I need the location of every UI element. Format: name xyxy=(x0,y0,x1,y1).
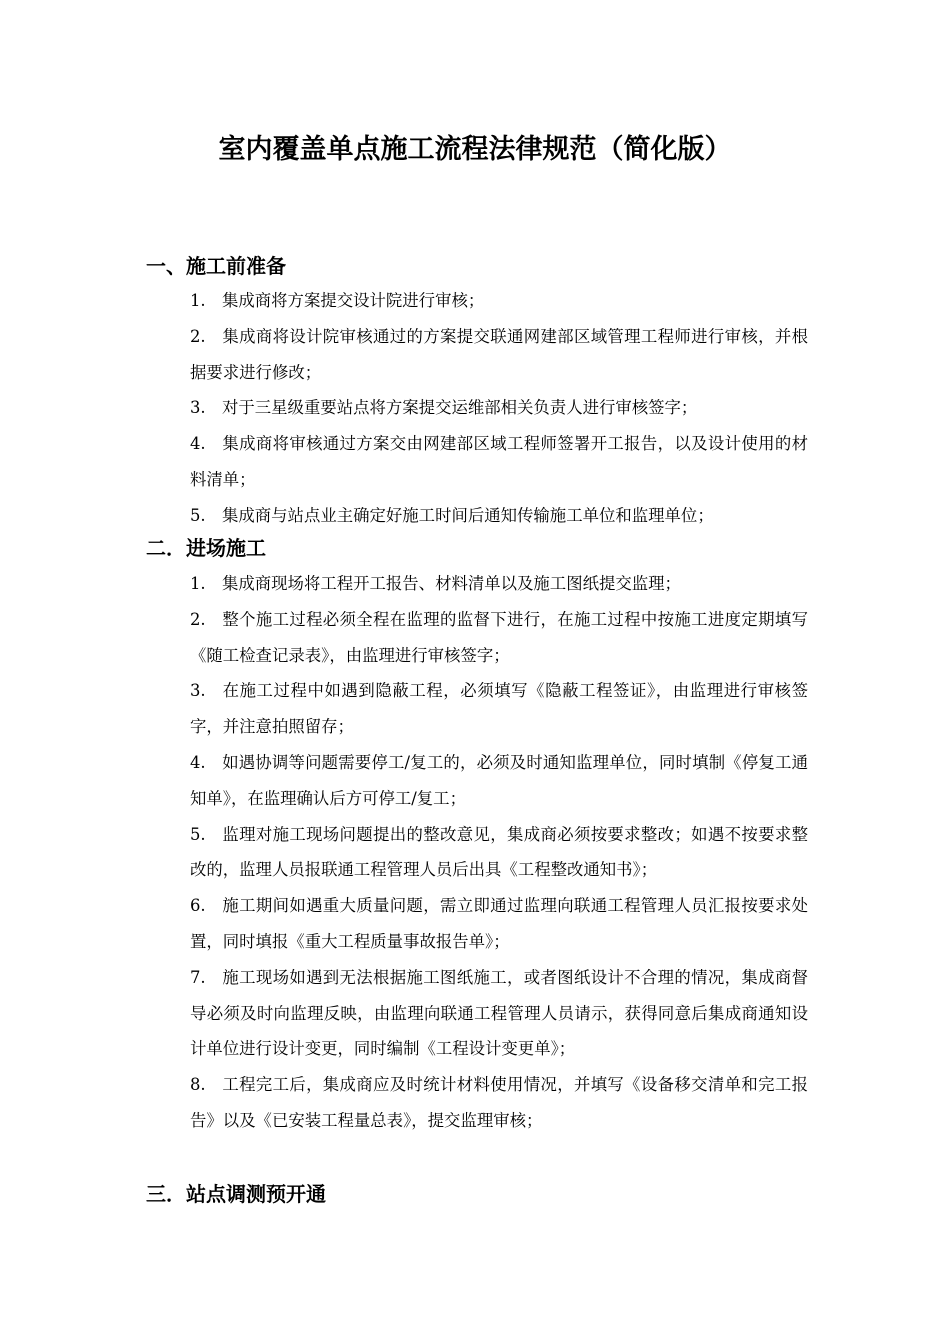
section-heading-preparation: 一、施工前准备 xyxy=(146,254,286,278)
list-item: 3. 对于三星级重要站点将方案提交运维部相关负责人进行审核签字； xyxy=(190,398,698,418)
list-item: 3. 在施工过程中如遇到隐蔽工程，必须填写《隐蔽工程签证》，由监理进行审核签字，并注意拍照留存； xyxy=(190,681,808,737)
list-item: 4. 如遇协调等问题需要停工/复工的，必须及时通知监理单位，同时填制《停复工通知单》，在监理确认后方可停工/复工； xyxy=(190,752,808,808)
list-item: 4. 集成商将审核通过方案交由网建部区域工程师签署开工报告，以及设计使用的材料清单； xyxy=(190,434,808,489)
section-list-preparation xyxy=(190,283,808,534)
list-item: 5. 集成商与站点业主确定好施工时间后通知传输施工单位和监理单位； xyxy=(190,505,714,525)
list-item: 8. 工程完工后，集成商应及时统计材料使用情况，并填写《设备移交清单和完工报告》以及《已安装工程量总表》，提交监理审核； xyxy=(190,1075,808,1130)
document-title: 室内覆盖单点施工流程法律规范（简化版） xyxy=(218,134,732,165)
list-item: 1. 集成商将方案提交设计院进行审核； xyxy=(190,291,485,310)
list-item: 1. 集成商现场将工程开工报告、材料清单以及施工图纸提交监理； xyxy=(190,574,681,593)
list-item: 7. 施工现场如遇到无法根据施工图纸施工，或者图纸设计不合理的情况，集成商督导必须及时向监理反映，由监理向联通工程管理人员请示，获得同意后集成商通知设计单位进行设计变更，同时编制《工程设计变更单》； xyxy=(190,967,808,1059)
section-heading-construction: 二．进场施工 xyxy=(146,536,266,560)
list-item: 5. 监理对施工现场问题提出的整改意见，集成商必须按要求整改；如遇不按要求整改的，监理人员报联通工程管理人员后出具《工程整改通知书》； xyxy=(190,824,808,880)
list-item: 6. 施工期间如遇重大质量问题，需立即通过监理向联通工程管理人员汇报按要求处置，同时填报《重大工程质量事故报告单》； xyxy=(190,896,808,951)
list-item: 2. 集成商将设计院审核通过的方案提交联通网建部区域管理工程师进行审核，并根据要求进行修改； xyxy=(190,326,808,382)
section-list-construction xyxy=(190,566,808,1139)
section-heading-commissioning: 三．站点调测预开通 xyxy=(146,1182,326,1206)
list-item: 2. 整个施工过程必须全程在监理的监督下进行，在施工过程中按施工进度定期填写《随工检查记录表》，由监理进行审核签字； xyxy=(190,609,808,665)
